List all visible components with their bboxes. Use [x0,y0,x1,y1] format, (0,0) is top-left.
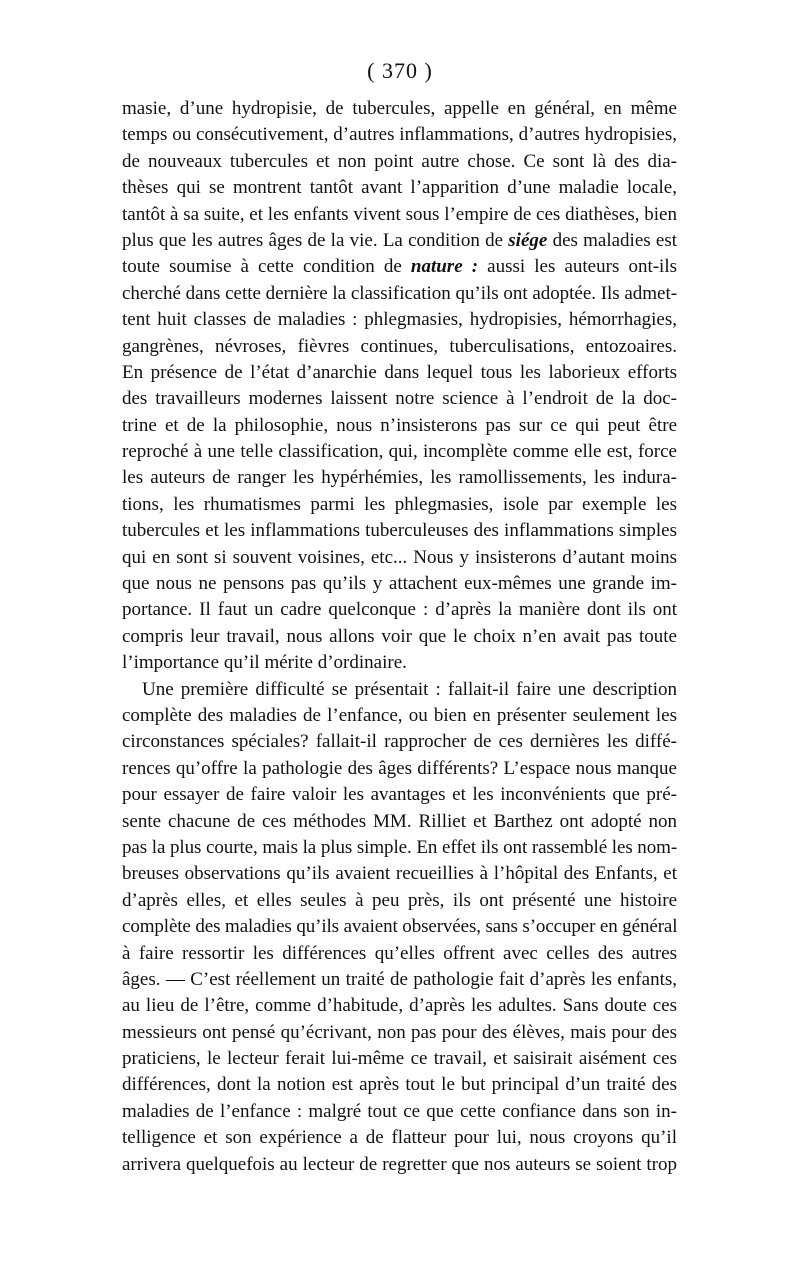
text-line: sente chacune de ces méthodes MM. Rilliet et Barthez ont adopté non [122,810,677,832]
text-line: circonstances spéciales? fallait-il rapprocher de ces dernières les diffé- [122,731,677,753]
body-text [122,96,677,1178]
text-line: praticiens, le lecteur ferait lui-même ce travail, et saisirait aisément ces [122,1048,677,1070]
text-line: rences qu’offre la pathologie des âges différents? L’espace nous manque [122,757,677,779]
text-line: En présence de l’état d’anarchie dans lequel tous les laborieux efforts [122,361,677,383]
emphasized-term: nature : [410,256,479,278]
text-line: pour essayer de faire valoir les avantages et les inconvénients que pré- [122,784,677,806]
text-line: qui en sont si souvent voisines, etc... Nous y insisterons d’autant moins [122,546,677,568]
text-line: temps ou consécutivement, d’autres inflammations, d’autres hydropisies, [122,124,677,146]
text-line: portance. Il faut un cadre quelconque : d’après la manière dont ils ont [122,599,677,621]
emphasized-term: siége [508,229,548,251]
text-segment: plus que les autres âges de la vie. La condition de [122,229,509,251]
text-line: l’importance qu’il mérite d’ordinaire. [122,652,407,674]
text-line: reproché à une telle classification, qui, incomplète comme elle est, force [122,441,677,463]
text-line: âges. — C’est réellement un traité de pathologie fait d’après les enfants, [122,968,677,990]
text-line: pas la plus courte, mais la plus simple. En effet ils ont rassemblé les nom- [122,836,678,858]
text-line: des travailleurs modernes laissent notre science à l’endroit de la doc- [122,388,677,410]
text-line: arrivera quelquefois au lecteur de regretter que nos auteurs se soient trop [122,1153,677,1175]
text-line: cherché dans cette dernière la classification qu’ils ont adoptée. Ils admet- [122,282,677,304]
text-line: différences, dont la notion est après tout le but principal d’un traité des [122,1074,677,1096]
text-line: tions, les rhumatismes parmi les phlegmasies, isole par exemple les [122,493,677,515]
text-line: messieurs ont pensé qu’écrivant, non pas pour des élèves, mais pour des [122,1021,677,1043]
text-line: que nous ne pensons pas qu’ils y attachent eux-mêmes une grande im- [122,573,677,595]
text-line: thèses qui se montrent tantôt avant l’apparition d’une maladie locale, [122,177,677,199]
text-line: de nouveaux tubercules et non point autre chose. Ce sont là des dia- [122,150,677,172]
text-line: complète des maladies de l’enfance, ou bien en présenter seulement les [122,704,677,726]
text-line [122,254,677,280]
text-line: telligence et son expérience a de flatteur pour lui, nous croyons qu’il [122,1127,677,1149]
text-segment: des maladies est [547,229,677,251]
text-line [122,228,677,254]
text-line: d’après elles, et elles seules à peu près, ils ont présenté une histoire [122,889,677,911]
text-line: tantôt à sa suite, et les enfants vivent sous l’empire de ces diathèses, bien [122,203,677,225]
text-line: à faire ressortir les différences qu’elles offrent avec celles des autres [122,942,677,964]
text-line: complète des maladies qu’ils avaient observées, sans s’occuper en général [122,916,678,938]
text-line: masie, d’une hydropisie, de tubercules, appelle en général, en même [122,98,677,119]
page-number: ( 370 ) [367,58,433,83]
text-line: tubercules et les inflammations tuberculeuses des inflammations simples [122,520,677,542]
text-line: trine et de la philosophie, nous n’insisterons pas sur ce qui peut être [122,414,677,436]
text-segment: aussi les auteurs ont-ils [478,256,678,278]
text-line: les auteurs de ranger les hypérhémies, les ramollissements, les indura- [122,467,677,489]
text-segment: toute soumise à cette condition de [122,256,411,278]
text-line: tent huit classes de maladies : phlegmasies, hydropisies, hémorrhagies, [122,309,677,331]
text-line: breuses observations qu’ils avaient recueillies à l’hôpital des Enfants, et [122,863,677,885]
text-line: Une première difficulté se présentait : fallait-il faire une description [142,678,677,700]
text-line: au lieu de l’être, comme d’habitude, d’après les adultes. Sans doute ces [122,995,677,1017]
text-line: maladies de l’enfance : malgré tout ce que cette confiance dans son in- [122,1100,677,1122]
text-line: gangrènes, névroses, fièvres continues, tuberculisations, entozoaires. [122,335,677,357]
text-line: compris leur travail, nous allons voir que le choix n’en avait pas toute [122,625,677,647]
